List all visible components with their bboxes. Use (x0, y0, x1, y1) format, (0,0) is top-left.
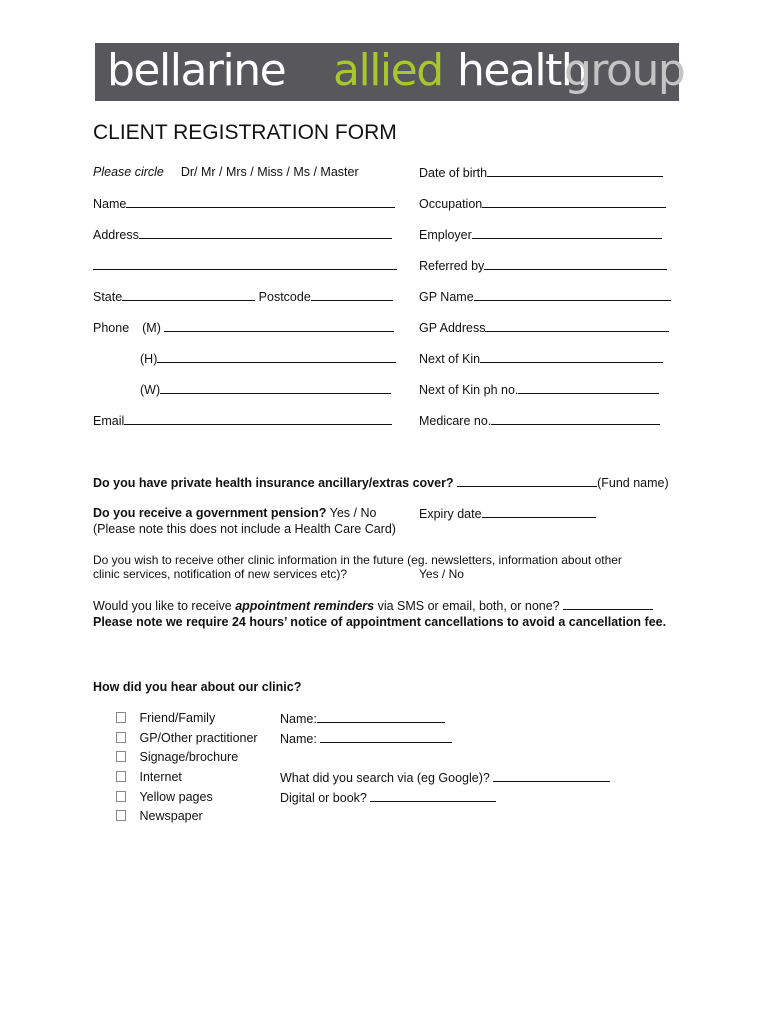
reminder-row (93, 598, 653, 614)
next-of-kin-ph-row (419, 382, 659, 398)
hear-option-label: Signage/brochure (139, 750, 239, 764)
address-field-2[interactable] (93, 258, 397, 270)
pension-note: (Please note this does not include a Health Care Card) (93, 522, 396, 536)
hear-option-6[interactable] (116, 809, 203, 824)
dob-label: Date of birth (419, 166, 488, 180)
state-field[interactable] (122, 289, 255, 301)
address-label: Address (93, 228, 139, 242)
employer-row (419, 227, 662, 243)
gp-address-field[interactable] (485, 320, 669, 332)
occupation-label: Occupation (419, 197, 483, 211)
insurance-row (93, 475, 669, 491)
email-field[interactable] (124, 413, 392, 425)
referred-label: Referred by (419, 259, 485, 273)
logo-word-bellarine: bellarine (107, 45, 286, 96)
pension-question: Do you receive a government pension? (93, 506, 327, 520)
employer-field[interactable] (472, 227, 662, 239)
fund-name-label: (Fund name) (597, 476, 669, 490)
address-row-2 (93, 258, 397, 274)
expiry-label: Expiry date (419, 507, 482, 521)
name-row (93, 196, 395, 212)
name-label: Name (93, 197, 127, 211)
hear-heading: How did you hear about our clinic? (93, 680, 302, 694)
hear-option-1[interactable] (116, 711, 215, 726)
gp-name-label: GP Name (419, 290, 474, 304)
medicare-row (419, 413, 660, 429)
fund-name-field[interactable] (457, 475, 597, 487)
reminder-bold: appointment reminders (235, 599, 375, 613)
next-of-kin-ph-field[interactable] (518, 382, 659, 394)
logo-word-health: health (457, 45, 588, 96)
friend-name-field[interactable] (317, 711, 445, 723)
checkbox-icon[interactable] (116, 810, 126, 821)
checkbox-icon[interactable] (116, 712, 126, 723)
title-row (93, 165, 359, 180)
info-line-2: clinic services, notification of new services etc)? (93, 567, 348, 581)
checkbox-icon[interactable] (116, 791, 126, 802)
phone-row-w (140, 382, 391, 398)
email-row (93, 413, 392, 429)
digital-label: Digital or book? (280, 791, 367, 805)
search-field[interactable] (493, 770, 610, 782)
hear-option-4[interactable] (116, 770, 182, 785)
medicare-label: Medicare no. (419, 414, 492, 428)
logo-banner (95, 43, 685, 101)
phone-label: Phone (93, 321, 130, 335)
pension-row (93, 506, 376, 521)
referred-field[interactable] (484, 258, 667, 270)
dob-row (419, 165, 663, 181)
next-of-kin-field[interactable] (480, 351, 663, 363)
info-line-1: Do you wish to receive other clinic information in the future (eg. newsletters, information about other (93, 553, 622, 567)
title-options[interactable]: Dr/ Mr / Mrs / Miss / Ms / Master (180, 165, 359, 179)
hear-option-label: Friend/Family (139, 711, 216, 725)
state-label: State (93, 290, 123, 304)
next-of-kin-row (419, 351, 663, 367)
hear-option-label: Yellow pages (139, 790, 213, 804)
search-label: What did you search via (eg Google)? (280, 771, 490, 785)
dob-field[interactable] (487, 165, 663, 177)
checkbox-icon[interactable] (116, 751, 126, 762)
state-row (93, 289, 393, 305)
gp-practitioner-name-field[interactable] (320, 731, 452, 743)
page-title: CLIENT REGISTRATION FORM (93, 121, 397, 144)
phone-h-field[interactable] (157, 351, 396, 363)
hear-option-5[interactable] (116, 790, 213, 805)
phone-w-label: (W) (140, 383, 161, 397)
cancellation-note: Please note we require 24 hours’ notice of appointment cancellations to avoid a cancellation fee. (93, 615, 667, 629)
phone-row-h (140, 351, 396, 367)
phone-w-field[interactable] (160, 382, 391, 394)
checkbox-icon[interactable] (116, 771, 126, 782)
please-circle-label: Please circle (93, 165, 164, 179)
expiry-field[interactable] (482, 506, 596, 518)
phone-row-m (93, 320, 394, 336)
gp-practitioner-name-label: Name: (280, 732, 317, 746)
friend-name-label: Name: (280, 712, 317, 726)
name-field[interactable] (126, 196, 395, 208)
hear-option-label: GP/Other practitioner (139, 731, 258, 745)
hear-option-2[interactable] (116, 731, 258, 746)
occupation-field[interactable] (482, 196, 666, 208)
gp-practitioner-name-row (280, 731, 452, 747)
expiry-row (419, 506, 596, 522)
checkbox-icon[interactable] (116, 732, 126, 743)
reminder-field[interactable] (563, 598, 653, 610)
digital-row (280, 790, 496, 806)
postcode-field[interactable] (311, 289, 393, 301)
address-field[interactable] (139, 227, 392, 239)
gp-address-row (419, 320, 669, 336)
address-row (93, 227, 392, 243)
phone-m-field[interactable] (164, 320, 394, 332)
hear-option-label: Newspaper (139, 809, 203, 823)
logo-word-allied: allied (333, 45, 443, 96)
referred-row (419, 258, 667, 274)
logo-word-group: group (564, 45, 685, 96)
insurance-question: Do you have private health insurance ancillary/extras cover? (93, 476, 454, 490)
medicare-field[interactable] (491, 413, 660, 425)
phone-m-label: (M) (142, 321, 161, 335)
email-label: Email (93, 414, 125, 428)
phone-h-label: (H) (140, 352, 158, 366)
friend-name-row (280, 711, 445, 727)
occupation-row (419, 196, 666, 212)
gp-name-row (419, 289, 671, 305)
digital-field[interactable] (370, 790, 496, 802)
info-options[interactable]: Yes / No (419, 567, 464, 581)
next-of-kin-label: Next of Kin (419, 352, 481, 366)
reminder-post: via SMS or email, both, or none? (374, 599, 560, 613)
reminder-pre: Would you like to receive (93, 599, 236, 613)
pension-options[interactable]: Yes / No (329, 506, 377, 520)
postcode-label: Postcode (258, 290, 311, 304)
gp-name-field[interactable] (474, 289, 671, 301)
employer-label: Employer (419, 228, 472, 242)
hear-option-label: Internet (139, 770, 182, 784)
next-of-kin-ph-label: Next of Kin ph no. (419, 383, 519, 397)
search-row (280, 770, 610, 786)
hear-option-3[interactable] (116, 750, 238, 765)
gp-address-label: GP Address (419, 321, 486, 335)
